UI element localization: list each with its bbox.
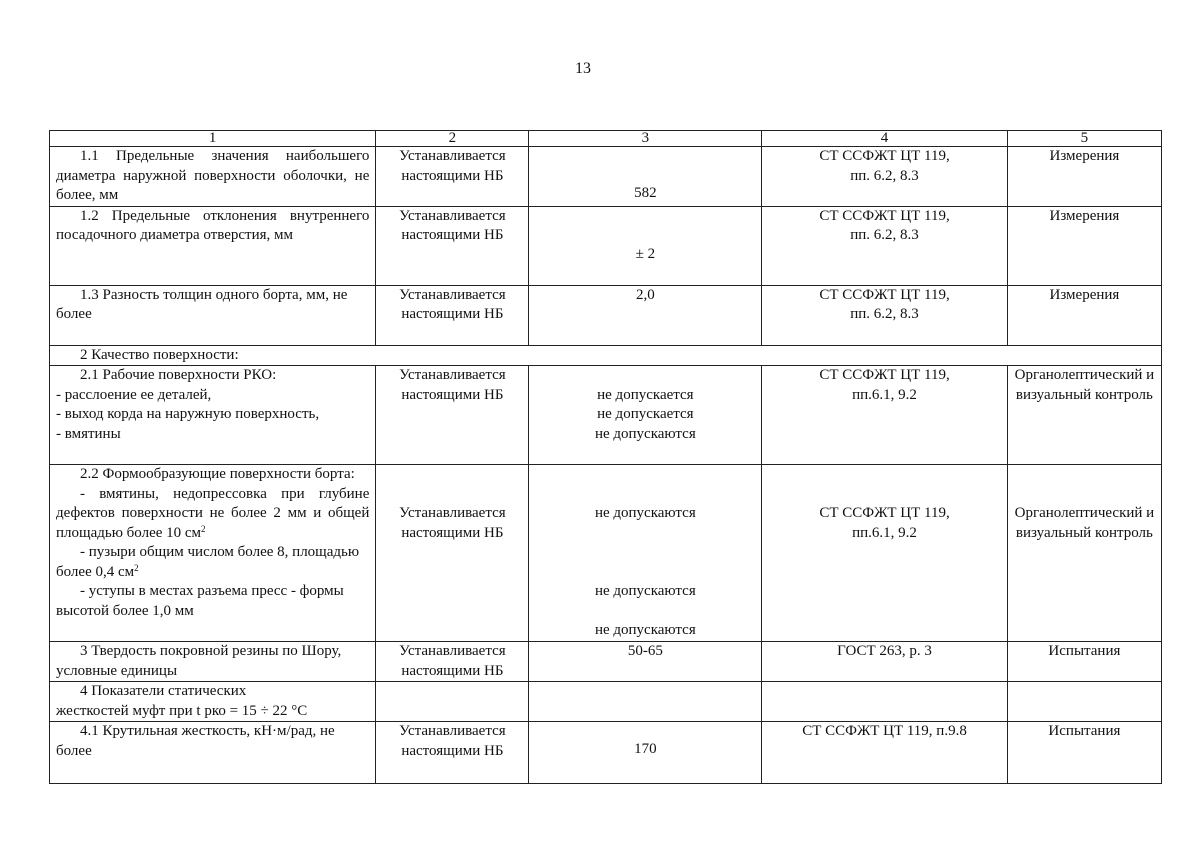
row-standard: СТ ССФЖТ ЦТ 119, п.9.8 (762, 722, 1008, 784)
value-text: ± 2 (635, 245, 656, 262)
row-value (529, 206, 762, 285)
requirements-table (49, 130, 1162, 784)
standard-line: СТ ССФЖТ ЦТ 119, (819, 148, 950, 164)
description-line (56, 485, 369, 544)
row-description: 3 Твердость покровной резины по Шору, условные единицы (50, 642, 376, 682)
value-line: не допускаются (594, 505, 696, 521)
row-value (529, 147, 762, 207)
row-standard (762, 147, 1008, 207)
description-line: 4 Показатели статических (80, 683, 247, 699)
table-row (50, 147, 1162, 207)
row-method: Испытания (1007, 642, 1161, 682)
header-col-4: 4 (762, 131, 1008, 147)
table-header-row (50, 131, 1162, 147)
row-basis: Устанавливается настоящими НБ (376, 642, 529, 682)
value-line: не допускается (597, 386, 694, 403)
row-standard (762, 465, 1008, 642)
value-line: не допускаются (594, 583, 696, 599)
row-basis: Устанавливается настоящими НБ (376, 147, 529, 207)
description-text: - пузыри общим числом более 8, площадью более 0,4 см (56, 544, 360, 580)
table-row (50, 682, 1162, 722)
standard-clause: пп.6.1, 9.2 (852, 524, 917, 541)
description-line (56, 543, 369, 582)
description-line: - расслоение ее деталей, (56, 386, 212, 403)
row-description: 1.1 Предельные значения наибольшего диаметра наружной поверхности оболочки, не более, мм (50, 147, 376, 207)
row-method (1007, 682, 1161, 722)
table-row (50, 206, 1162, 285)
row-method: Измерения (1007, 206, 1161, 285)
description-line: - выход корда на наружную поверхность, (56, 406, 320, 422)
row-method (1007, 465, 1161, 642)
row-value: 2,0 (529, 285, 762, 345)
row-method: Измерения (1007, 147, 1161, 207)
row-basis: Устанавливается настоящими НБ (376, 722, 529, 784)
description-line: жесткостей муфт при t рко = 15 ÷ 22 °С (56, 702, 308, 719)
header-col-1: 1 (50, 131, 376, 147)
standard-line: СТ ССФЖТ ЦТ 119, (819, 286, 950, 303)
value-line: не допускаются (594, 622, 696, 638)
table-row (50, 465, 1162, 642)
row-standard (762, 206, 1008, 285)
row-value (529, 366, 762, 465)
row-method: Органолептический и визуальный контроль (1007, 366, 1161, 465)
value-line: не допускается (597, 406, 694, 422)
section-title: 2 Качество поверхности: (50, 345, 1162, 366)
value-text: 582 (634, 185, 657, 201)
description-line: - вмятины (56, 425, 121, 442)
row-value: 50-65 (529, 642, 762, 682)
row-basis (376, 682, 529, 722)
row-basis: Устанавливается настоящими НБ (376, 206, 529, 285)
table-row (50, 722, 1162, 784)
row-standard: ГОСТ 263, р. 3 (762, 642, 1008, 682)
row-value (529, 722, 762, 784)
value-text: 170 (634, 741, 657, 757)
header-col-5: 5 (1007, 131, 1161, 147)
basis-text: Устанавливается настоящими НБ (399, 505, 506, 541)
row-basis: Устанавливается настоящими НБ (376, 285, 529, 345)
superscript: 2 (134, 562, 139, 573)
value-line: не допускаются (594, 425, 696, 442)
method-text: Органолептический и визуальный контроль (1014, 505, 1155, 541)
section-row (50, 345, 1162, 366)
row-description (50, 465, 376, 642)
row-method: Испытания (1007, 722, 1161, 784)
row-value (529, 465, 762, 642)
description-text: - вмятины, недопрессовка при глубине дефектов поверхности не более 2 мм и общей площадью более 10 см (56, 485, 370, 541)
table-row (50, 285, 1162, 345)
row-description: 4.1 Крутильная жесткость, кН·м/рад, не более (50, 722, 376, 784)
row-standard (762, 682, 1008, 722)
row-description (50, 366, 376, 465)
row-basis (376, 465, 529, 642)
row-standard (762, 285, 1008, 345)
standard-clause: пп. 6.2, 8.3 (850, 167, 919, 184)
row-standard (762, 366, 1008, 465)
header-col-2: 2 (376, 131, 529, 147)
standard-clause: пп.6.1, 9.2 (852, 386, 917, 403)
standard-line: СТ ССФЖТ ЦТ 119, (819, 505, 950, 521)
page-number: 13 (575, 60, 591, 77)
description-line: 2.1 Рабочие поверхности РКО: (80, 367, 277, 383)
table-row (50, 642, 1162, 682)
description-line: - уступы в местах разъема пресс - формы высотой более 1,0 мм (56, 583, 344, 619)
row-value (529, 682, 762, 722)
standard-clause: пп. 6.2, 8.3 (850, 227, 919, 243)
description-line: 2.2 Формообразующие поверхности борта: (80, 466, 355, 482)
row-description: 1.3 Разность толщин одного борта, мм, не более (50, 285, 376, 345)
superscript: 2 (201, 523, 206, 534)
row-description (50, 682, 376, 722)
row-description: 1.2 Предельные отклонения внутреннего посадочного диаметра отверстия, мм (50, 206, 376, 285)
row-method: Измерения (1007, 285, 1161, 345)
table-row (50, 366, 1162, 465)
row-basis: Устанавливается настоящими НБ (376, 366, 529, 465)
standard-line: СТ ССФЖТ ЦТ 119, (819, 207, 950, 224)
standard-line: СТ ССФЖТ ЦТ 119, (819, 367, 950, 383)
standard-clause: пп. 6.2, 8.3 (850, 306, 919, 322)
header-col-3: 3 (529, 131, 762, 147)
